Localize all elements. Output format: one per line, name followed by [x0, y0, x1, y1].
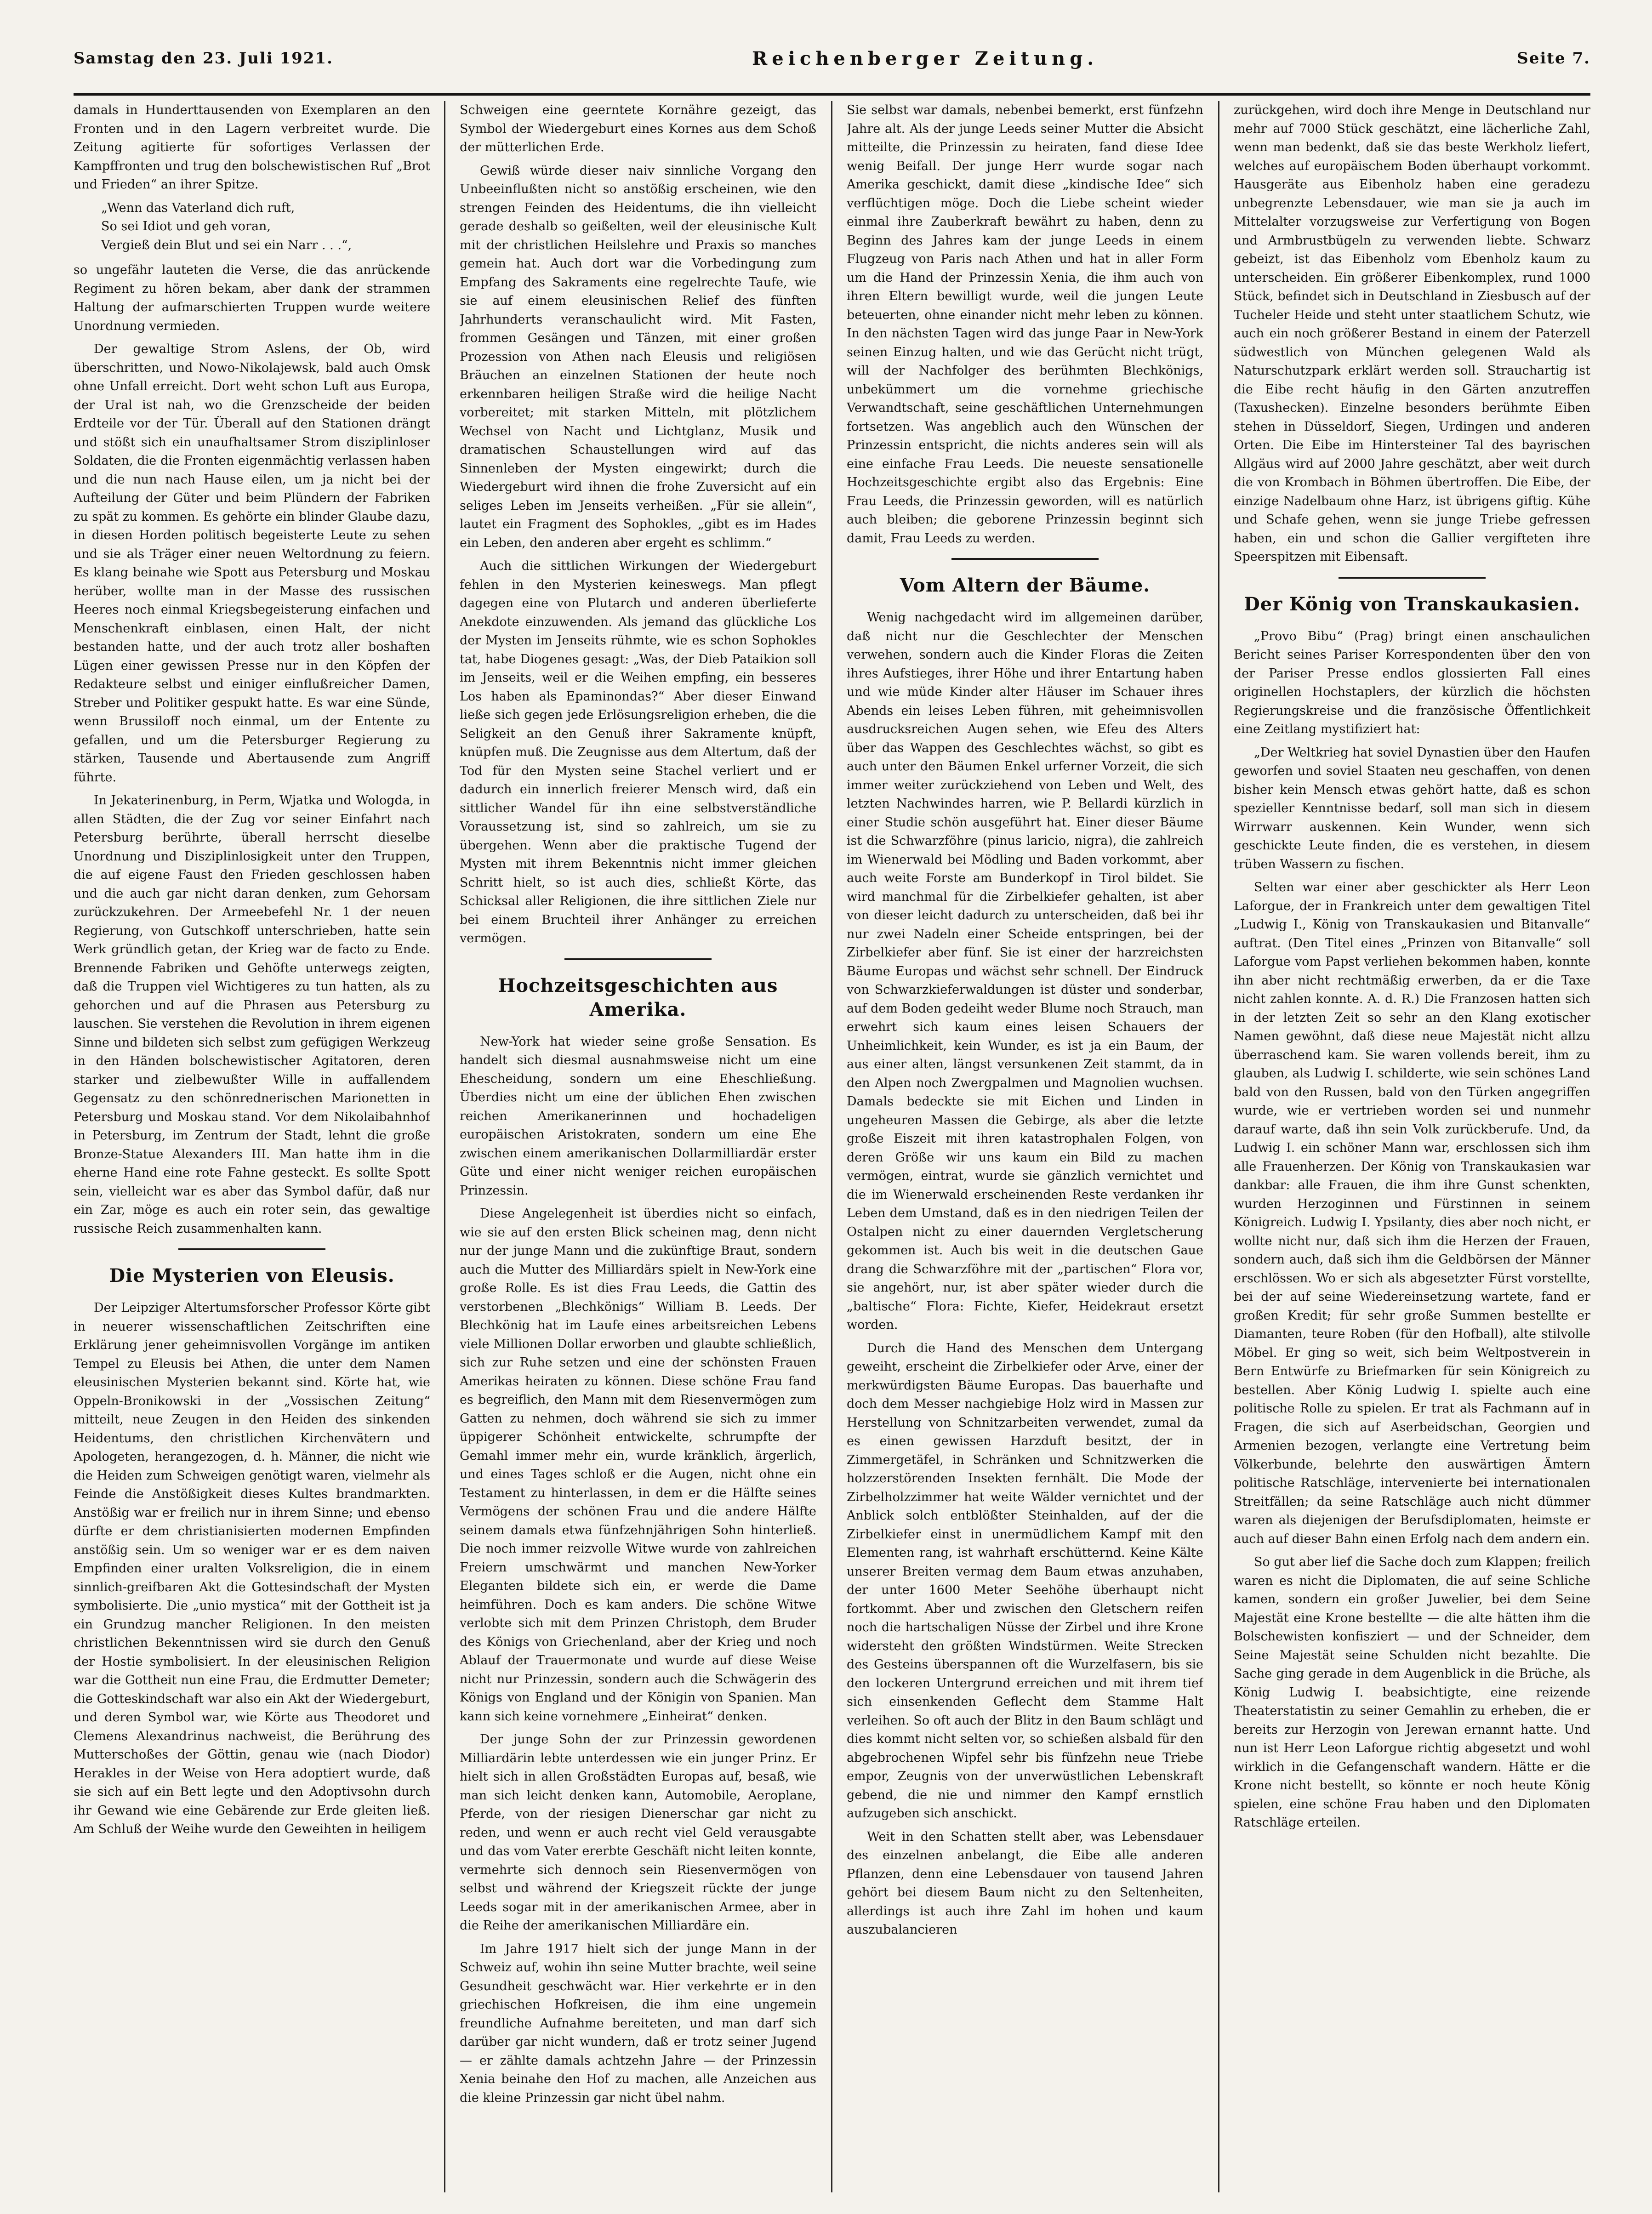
- paragraph: Selten war einer aber geschickter als Herr Leon Laforgue, der in Frankreich unter dem gewaltigen Titel „Ludwig I., König von Transkaukasien und Bitanvalle“ auftrat. (Den Titel eines „Prinzen von Bitanvalle“ soll Laforgue vom Papst verliehen bekommen haben, konnte ihn aber nicht rechtmäßig erwerben, da er die Taxe nicht zahlen konnte. A. d. R.) Die Franzosen hatten sich in der letzten Zeit so sehr an den Klang exotischer Namen gewöhnt, daß diese neue Majestät nicht allzu überraschend kam. Sie waren vollends bereit, ihm zu glauben, als Ludwig I. schilderte, wie sein schönes Land bald von den Russen, bald von den Türken angegriffen wurde, wie er vertrieben worden sei und nunmehr darauf warte, daß ihn sein Volk zurückberufe. Und, da Ludwig I. ein schöner Mann war, erschlossen sich ihm alle Frauenherzen. Der König von Transkaukasien war dankbar: alle Frauen, die ihm ihre Gunst schenkten, wurden Herzoginnen und Fürstinnen in seinem Königreich. Ludwig I. Ypsilanty, dies aber noch nicht, er wollte nicht nur, daß sich ihm die Herzen der Frauen, sondern auch, daß sich ihm die Geldbörsen der Männer erschlössen. Wo er sich als abgesetzter Fürst vorstellte, bei der auf seine Wiedereinsetzung wartete, fand er großen Kredit; für sehr große Summen bestellte er Diamanten, teure Roben (für den Hofball), alte stilvolle Möbel. Er ging so weit, sich beim Weltpostverein in Bern Entwürfe zu Briefmarken für sein Königreich zu bestellen. Aber König Ludwig I. spielte auch eine politische Rolle zu spielen. Er trat als Fachmann auf in Fragen, die sich auf Aserbeidschan, Georgien und Armenien bezogen, verlangte eine Vertretung beim Völkerbunde, belehrte den auswärtigen Ämtern politische Ratschläge, intervenierte bei internationalen Streitfällen; da seine Ratschläge auch nicht dümmer waren als diejenigen der Berufsdiplomaten, heimste er auch auf dieser Bahn einen Erfolg nach dem andern ein.: [1234, 880, 1590, 1546]
- paragraph: „Provo Bibu“ (Prag) bringt einen anschaulichen Bericht seines Pariser Korrespondenten über den von der Pariser Presse endlos glossierten Fall eines originellen Hochstaplers, der kürzlich die höchsten Regierungskreise und die französische Öffentlichkeit eine Zeitlang mystifiziert hat:: [1234, 629, 1590, 736]
- paragraph: In Jekaterinenburg, in Perm, Wjatka und Wologda, in allen Städten, die der Zug vor seiner Einfahrt nach Petersburg berührte, überall herrscht dieselbe Unordnung und Disziplinlosigkeit unter den Truppen, die auf eigene Faust den Frieden geschlossen haben und die auch gar nicht daran denken, zum Gehorsam zurückzukehren. Der Armeebefehl Nr. 1 der neuen Regierung, von Gutschkoff unterschrieben, hatte sein Werk gründlich getan, der Krieg war de facto zu Ende. Brennende Fabriken und Gehöfte unterwegs zeigten, daß die Truppen viel Wichtigeres zu tun hatten, als zu gehorchen und auf die Phrasen aus Petersburg zu lauschen. Sie verstehen die Revolution in ihrem eigenen Sinne und bildeten sich selbst zum gefügigen Werkzeug in den Händen bolschewistischer Agitatoren, deren starker und zielbewußter Wille in auffallendem Gegensatz zu den schönrednerischen Marionetten in Petersburg und Moskau stand. Vor dem Nikolaibahnhof in Petersburg, im Zentrum der Stadt, lehnt die große Bronze-Statue Alexanders III. Man hatte ihm in die eherne Hand eine rote Fahne gesteckt. Es sollte Spott sein, vielleicht war es aber das Symbol dafür, daß nur ein Zar, möge es auch ein roter sein, das gewaltige russische Reich zusammenhalten kann.: [74, 793, 430, 1236]
- paragraph: Der gewaltige Strom Aslens, der Ob, wird überschritten, und Nowo-Nikolajewsk, bald auch Omsk ohne Unfall erreicht. Dort weht schon Luft aus Europa, der Ural ist nah, wo die Grenzscheide der beiden Erdteile vor der Tür. Überall auf den Stationen drängt und stößt sich ein unaufhaltsamer Strom disziplinloser Soldaten, die die Fronten eigenmächtig verlassen haben und die nun nach Hause eilen, um ja nicht bei der Aufteilung der Güter und beim Plündern der Fabriken zu spät zu kommen. Es gehörte ein blinder Glaube dazu, in diesen Horden politisch begeisterte Leute zu sehen und sie als Träger einer neuen Weltordnung zu feiern. Es klang beinahe wie Spott aus Petersburg und Moskau herüber, wollte man in der Masse des russischen Heeres noch einmal Kriegsbegeisterung einfachen und Menschenkraft einblasen, einen Halt, der nicht bestanden hatte, und der auch trotz aller boshaften Lügen einer gewissen Presse nur in den Köpfen der Redakteure selbst und einiger einflußreicher Damen, Streber und Politiker gespukt hatte. Es war eine Sünde, wenn Brussiloff noch einmal, um der Entente zu gefallen, und um die Petersburger Regierung zu stärken, Tausende und Abertausende zum Angriff führte.: [74, 342, 430, 785]
- column-4: [1234, 101, 1590, 2192]
- verse-line: So sei Idiot und geh voran,: [101, 219, 271, 233]
- paragraph: Wenig nachgedacht wird im allgemeinen darüber, daß nicht nur die Geschlechter der Menschen verwehen, sondern auch die Kinder Floras die Zeiten ihres Aufstieges, ihrer Höhe und ihrer Entartung haben und wie müde Kinder alter Häuser im Schauer ihres Abends ein leises Leben führen, mit geheimnisvollen ausdrucksreichen Augen sehen, wie Efeu des Alters über das Wappen des Geschlechtes wächst, so gibt es auch unter den Bäumen Enkel urferner Vorzeit, die sich immer weiter zurückziehend von Leben und Welt, des letzten Nachwindes harren, wie P. Bellardi kürzlich in einer Studie schön ausgeführt hat. Einer dieser Bäume ist die Schwarzföhre (pinus laricio, nigra), die zahlreich im Wienerwald bei Mödling und Baden vorkommt, aber auch weite Forste am Bunderkopf in Tirol bildet. Sie wird manchmal für die Zirbelkiefer gehalten, ist aber von dieser leicht dadurch zu unterscheiden, daß bei ihr nur zwei Nadeln einer Scheide entspringen, bei der Zirbelkiefer aber fünf. Sie ist einer der harzreichsten Bäume Europas und wächst sehr schnell. Der Eindruck von Schwarzkieferwaldungen ist düster und sonderbar, auf dem Boden gedeiht weder Blume noch Strauch, man erwehrt sich kaum eines leisen Schauers der Unheimlichkeit, kein Wunder, es ist ja ein Baum, der aus einer alten, längst versunkenen Zeit stammt, da in den Alpen noch Zwergpalmen und Magnolien wuchsen. Damals bedeckte sie mit Eichen und Linden in ungeheuren Massen die Gebirge, als aber die letzte große Eiszeit mit ihren katastrophalen Folgen, von deren Größe wir uns kaum ein Bild zu machen vermögen, eintrat, wurde sie gänzlich vernichtet und die im Wienerwald erscheinenden Reste verdanken ihr Leben dem Umstand, daß es in den niedrigen Teilen der Ostalpen nicht zu einer dauernden Vergletscherung gekommen ist. Auch bis weit in die deutschen Gaue drang die Schwarzföhre mit der „partischen“ Flora vor, sie angehört, nur, ist aber später wieder durch die „baltische“ Flora: Fichte, Kiefer, Heidekraut ersetzt worden.: [847, 610, 1203, 1332]
- verse-line: Vergieß dein Blut und sei ein Narr . . .“,: [101, 238, 352, 252]
- article-heading-eleusis: Die Mysterien von Eleusis.: [109, 1265, 395, 1286]
- article-divider: [564, 958, 712, 960]
- paragraph: zurückgehen, wird doch ihre Menge in Deutschland nur mehr auf 7000 Stück geschätzt, eine lächerliche Zahl, wenn man bedenkt, daß sie das beste Werkholz liefert, welches auf europäischem Boden überhaupt vorkommt. Hausgeräte aus Eibenholz haben eine geradezu unbegrenzte Lebensdauer, wie man sie ja auch im Mittelalter vorzugsweise zur Verfertigung von Bogen und Armbrustbügeln zu verwenden liebte. Schwarz gebeizt, ist das Eibenholz vom Ebenholz kaum zu unterscheiden. Ein größerer Eibenkomplex, rund 1000 Stück, befindet sich in Deutschland in Ziesbusch auf der Tucheler Heide und steht unter staatlichem Schutz, wie auch ein noch größerer Bestand in einem der Paterzell südwestlich von München gelegenen Wald als Naturschutzpark erklärt werden soll. Strauchartig ist die Eibe recht häufig in den Gärten anzutreffen (Taxushecken). Einzelne besonders berühmte Eiben stehen in Düsseldorf, Siegen, Urdingen und anderen Orten. Die Eibe im Hintersteiner Tal des bayrischen Allgäus wird auf 2000 Jahre geschätzt, aber weit durch die von Krombach in Böhmen übertroffen. Die Eibe, der einzige Nadelbaum ohne Harz, ist übrigens giftig. Kühe und Schafe gehen, wenn sie junge Triebe gefressen haben, ein und schon die Gallier vergifteten ihre Speerspitzen mit Eibensaft.: [1234, 103, 1590, 564]
- paragraph: Auch die sittlichen Wirkungen der Wiedergeburt fehlen in den Mysterien keineswegs. Man pflegt dagegen eine von Plutarch und anderen überlieferte Anekdote einzuwenden. Als jemand das glückliche Los der Mysten im Jenseits rühmte, wie es schon Sophokles tat, habe Diogenes gesagt: „Was, der Dieb Pataikion soll im Jenseits, weil er die Weihen empfing, ein besseres Los haben als Epaminondas?“ Aber dieser Einwand ließe sich gegen jede Erlösungsreligion erheben, die die Seligkeit an den Genuß ihrer Sakramente knüpft, knüpfen muß. Die Zeugnisse aus dem Altertum, daß der Tod für den Mysten seine Stachel verliert und er dadurch ein innerlich freierer Mensch wird, daß ein sittlicher Wandel für ihn eine selbstverständliche Voraussetzung ist, sind so zahlreich, um sie zu übergehen. Wenn aber die praktische Tugend der Mysten mit ihrem Bekenntnis nicht immer gleichen Schritt hielt, so ist auch dies, schließt Körte, das Schicksal aller Religionen, die ihre sittlichen Ziele nur bei einem Bruchteil ihrer Anhänger zu erreichen vermögen.: [460, 559, 816, 945]
- paragraph: damals in Hunderttausenden von Exemplaren an den Fronten und in den Lagern verbreitet wurde. Die Zeitung agitierte für sofortiges Verlassen der Kampffronten und trug den bolschewistischen Ruf „Brot und Frieden“ an ihrer Spitze.: [74, 103, 430, 192]
- paragraph: Weit in den Schatten stellt aber, was Lebensdauer des einzelnen anbelangt, die Eibe alle anderen Pflanzen, denn eine Lebensdauer von tausend Jahren gehört bei diesem Baum nicht zu den Seltenheiten, allerdings ist auch ihre Zahl im hohen und kaum auszubalancieren: [847, 1829, 1203, 1937]
- paragraph: Gewiß würde dieser naiv sinnliche Vorgang den Unbeeinflußten nicht so anstößig erscheinen, wie den strengen Feinden des Heidentums, die ihn vielleicht gerade deshalb so geißelten, weil der eleusinische Kult mit der christlichen Heilslehre und Praxis so manches gemein hat. Auch dort war die Vorbedingung zum Empfang des Sakraments eine regelrechte Taufe, wie sie auf einem eleusinischen Relief des fünften Jahrhunderts veranschaulicht wird. Mit Fasten, frommen Gesängen und Tänzen, mit einer großen Prozession von Athen nach Eleusis und religiösen Bräuchen an einzelnen Stationen der heute noch erkennbaren heiligen Straße wird die heilige Nacht vorbereitet; mit starken Mitteln, mit plötzlichem Wechsel von Nacht und Lichtglanz, Musik und dramatischen Schaustellungen wird auf das Sinnenleben der Mysten eingewirkt; durch die Wiedergeburt wird ihnen die frohe Zuversicht auf ein seliges Leben im Jenseits verheißen. „Für sie allein“, lautet ein Fragment des Sophokles, „gibt es im Hades ein Leben, den anderen aber ergeht es schlimm.“: [460, 163, 816, 550]
- article-divider: [178, 1248, 325, 1250]
- paragraph: Durch die Hand des Menschen dem Untergang geweiht, erscheint die Zirbelkiefer oder Arve, einer der merkwürdigsten Bäume Europas. Das bauerhafte und doch dem Messer nachgiebige Holz wird in Massen zur Herstellung von Schnitzarbeiten verwendet, zumal da es einen gewissen Harzduft besitzt, der in Zimmergetäfel, in Schränken und Schnitzwerken die holzzerstörenden Insekten fernhält. Die Mode der Zirbelholzzimmer hat weite Wälder vernichtet und der Anblick solch entblößter Steinhalden, auf der die Zirbelkiefer einst in unermüdlichem Kampf mit den Elementen rang, ist wahrhaft erschütternd. Keine Kälte unserer Breiten vermag dem Baum etwas anzuhaben, der unter 1600 Meter Seehöhe überhaupt nicht fortkommt. Aber und zwischen den Gletschern reifen noch die hartschaligen Nüsse der Zirbel und ihre Krone widersteht den größten Windstürmen. Weite Strecken des Gesteins überspannen oft die Wurzelfasern, bis sie den lockeren Untergrund erreichen und mit ihrem tief sich einsenkenden Geflecht dem Stamme Halt verleihen. So oft auch der Blitz in den Baum schlägt und dies kommt nicht selten vor, so schießen alsbald für den abgebrochenen Wipfel sehr bis fünfzehn neue Triebe empor, Zeugnis von der unverwüstlichen Lebenskraft gebend, die nie und nimmer den Kampf ernstlich aufzugeben sich anschickt.: [847, 1341, 1203, 1821]
- article-divider: [1339, 577, 1486, 579]
- page-number: Seite 7.: [1517, 49, 1590, 68]
- columns: [74, 101, 1590, 2192]
- newspaper-page: [74, 42, 1590, 2193]
- column-rule: [1218, 101, 1219, 2192]
- masthead-rule: [74, 93, 1590, 96]
- column-rule: [444, 101, 445, 2192]
- verse: [74, 199, 430, 255]
- column-rule: [831, 101, 832, 2192]
- paragraph: Im Jahre 1917 hielt sich der junge Mann in der Schweiz auf, wohin ihn seine Mutter brachte, weil seine Gesundheit geschwächt war. Hier verkehrte er in den griechischen Hofkreisen, die ihm eine ungemein freundliche Aufnahme bereiteten, und man darf sich darüber gar nicht wundern, daß er trotz seiner Jugend — er zählte damals achtzehn Jahre — der Prinzessin Xenia beinahe den Hof zu machen, alle Anzeichen aus die kleine Prinzessin gar nicht übel nahm.: [460, 1941, 816, 2105]
- column-1: [74, 101, 430, 2192]
- column-3: [847, 101, 1203, 2192]
- paragraph: Der junge Sohn der zur Prinzessin gewordenen Milliardärin lebte unterdessen wie ein junger Prinz. Er hielt sich in allen Großstädten Europas auf, besaß, wie man sich leicht denken kann, Automobile, Aeroplane, Pferde, von der riesigen Dienerschar gar nicht zu reden, und wenn er auch recht viel Geld verausgabte und das vom Vater ererbte Geschäft nicht leiten konnte, vermehrte sich dennoch sein Riesenvermögen von selbst und während der Kriegszeit rückte der junge Leeds sogar mit in der amerikanischen Armee, aber in die Reihe der amerikanischen Milliardäre ein.: [460, 1732, 816, 1933]
- paragraph: „Der Weltkrieg hat soviel Dynastien über den Haufen geworfen und soviel Staaten neu geschaffen, von denen bisher kein Mensch etwas gehört hatte, daß es schon spezieller Kenntnisse bedarf, soll man sich in diesem Wirrwarr auskennen. Kein Wunder, wenn sich geschickte Leute finden, die es verstehen, in diesem trüben Wassern zu fischen.: [1234, 745, 1590, 871]
- column-2: [460, 101, 816, 2192]
- article-heading-baeume: Vom Altern der Bäume.: [900, 575, 1151, 596]
- paragraph: Schweigen eine geerntete Kornähre gezeigt, das Symbol der Wiedergeburt eines Kornes aus dem Schoß der mütterlichen Erde.: [460, 103, 816, 154]
- verse-line: „Wenn das Vaterland dich ruft,: [101, 200, 295, 215]
- paragraph: So gut aber lief die Sache doch zum Klappen; freilich waren es nicht die Diplomaten, die auf seine Schliche kamen, sondern ein großer Juwelier, bei dem Seine Majestät eine Krone bestellte — die alte hätten ihm die Bolschewisten konfisziert — und der Schneider, dem Seine Majestät seine Schulden nicht bezahlte. Die Sache ging gerade in dem Augenblick in die Brüche, als König Ludwig I. beabsichtigte, eine reizende Theaterstatistin zu seiner Gemahlin zu erheben, die er bereits zur Herzogin von Jerewan ernannt hatte. Und nun ist Herr Leon Laforgue richtig abgesetzt und wohl wirklich in die Gefangenschaft wandern. Hätte er die Krone nicht bestellt, so könnte er noch heute König spielen, eine schöne Frau haben und den Diplomaten Ratschläge erteilen.: [1234, 1555, 1590, 1830]
- paragraph: Diese Angelegenheit ist überdies nicht so einfach, wie sie auf den ersten Blick scheinen mag, denn nicht nur der junge Mann und die zukünftige Braut, sondern auch die Mutter des Milliardärs spielt in New-York eine große Rolle. Es ist dies Frau Leeds, die Gattin des verstorbenen „Blechkönigs“ William B. Leeds. Der Blechkönig hat im Laufe eines arbeitsreichen Lebens viele Millionen Dollar erworben und glaubte schließlich, sich zur Ruhe setzen und eine der schönsten Frauen Amerikas heiraten zu können. Diese schöne Frau fand es begreiflich, den Mann mit dem Riesenvermögen zum Gatten zu nehmen, doch während sie sich zu immer üppigerer Schönheit entwickelte, schrumpfte der Gemahl immer mehr ein, wurde kränklich, ärgerlich, und eines Tages schloß er die Augen, nicht ohne ein Testament zu hinterlassen, in dem er die Hälfte seines Vermögens der schönen Frau und die andere Hälfte seinem damals etwa fünfzehnjährigen Sohn hinterließ. Die noch immer reizvolle Witwe wurde von zahlreichen Freiern umschwärmt und manchen New-Yorker Eleganten bildete sich ein, er werde die Dame heimführen. Doch es kam anders. Die schöne Witwe verlobte sich mit dem Prinzen Christoph, dem Bruder des Königs von Griechenland, aber der Krieg und noch Ablauf der Trauermonate und wurde auf diese Weise nicht nur Prinzessin, sondern auch die Schwägerin des Königs von England und der Königin von Spanien. Man kann sich keine vornehmere „Einheirat“ denken.: [460, 1207, 816, 1724]
- article-heading-koenig: Der König von Transkaukasien.: [1244, 593, 1580, 615]
- paragraph: New-York hat wieder seine große Sensation. Es handelt sich diesmal ausnahmsweise nicht um eine Ehescheidung, sondern um eine Eheschließung. Überdies nicht um eine der üblichen Ehen zwischen reichen Amerikanerinnen und hochadeligen europäischen Aristokraten, sondern um eine Ehe zwischen einem amerikanischen Dollarmilliardär erster Güte und einer nicht weniger reichen europäischen Prinzessin.: [460, 1034, 816, 1198]
- paragraph: Der Leipziger Altertumsforscher Professor Körte gibt in neuerer wissenschaftlichen Zeitschriften eine Erklärung jener geheimnisvollen Vorgänge im antiken Tempel zu Eleusis bei Athen, die unter dem Namen eleusinischen Mysterien bekannt sind. Körte hat, wie Oppeln-Bronikowski in der „Vossischen Zeitung“ mitteilt, neue Zeugen in den Heiden des sinkenden Heidentums, den christlichen Kirchenvätern und Apologeten, herangezogen, d. h. Männer, die nicht wie die Heiden zum Schweigen genötigt waren, vielmehr als Feinde die Anstößigkeit dieses Kultes brandmarkten. Anstößig war er freilich nur in ihrem Sinne; und ebenso dürfte er dem christianisierten modernen Empfinden anstößig sein. Um so weniger war er es dem naiven Empfinden einer uralten Volksreligion, die in einem sinnlich-greifbaren Akt die Gottesindschaft der Mysten symbolisierte. Die „unio mystica“ mit der Gottheit ist ja ein Grundzug mancher Religionen. In den meisten christlichen Bekenntnissen wird sie durch den Genuß der Hostie symbolisiert. In der eleusinischen Religion war die Gottheit nun eine Frau, die Erdmutter Demeter; die Gotteskindschaft war also ein Akt der Wiedergeburt, und deren Symbol war, wie Körte aus Theodoret und Clemens Alexandrinus nachweist, die Berührung des Mutterschoßes der Göttin, genau wie (nach Diodor) Herakles in der Weise von Hera adoptiert wurde, daß sie sich auf ein Bett legte und den Adoptivsohn durch ihr Gewand wie eine Gebärende zur Erde gleiten ließ. Am Schluß der Weihe wurde den Geweihten in heiligem: [74, 1301, 430, 1836]
- article-heading-hochzeit: Hochzeitsgeschichten aus Amerika.: [498, 974, 778, 1020]
- newspaper-title: Reichenberger Zeitung.: [752, 47, 1099, 69]
- paragraph: Sie selbst war damals, nebenbei bemerkt, erst fünfzehn Jahre alt. Als der junge Leeds seiner Mutter die Absicht mitteilte, die Prinzessin zu heiraten, fand diese Idee wenig Beifall. Der junge Herr wurde sogar nach Amerika geschickt, damit diese „kindische Idee“ sich verflüchtigen möge. Doch die Liebe scheint wieder einmal ihre Zauberkraft bewährt zu haben, denn zu Beginn des Jahres kam der junge Leeds in einem Flugzeug von Paris nach Athen und hat in aller Form um die Hand der Prinzessin Xenia, die ihm auch von ihren Eltern bewilligt wurde, weil die jungen Leute beteuerten, ohne einander nicht mehr leben zu können. In den nächsten Tagen wird das junge Paar in New-York seinen Einzug halten, und wie das Gerücht nicht trügt, will der Nachfolger des berühmten Blechkönigs, unbekümmert um die vornehme griechische Verwandtschaft, seine geschäftlichen Unternehmungen fortsetzen. Was angeblich auch den Wünschen der Prinzessin entspricht, die nichts anderes sein will als eine einfache Frau Leeds. Die neueste sensationelle Hochzeitsgeschichte ergibt also das Ergebnis: Eine Frau Leeds, die Prinzessin geworden, will es natürlich auch bleiben; die geborene Prinzessin beginnt sich damit, Frau Leeds zu werden.: [847, 103, 1203, 546]
- paragraph: so ungefähr lauteten die Verse, die das anrückende Regiment zu hören bekam, aber dank der strammen Haltung der aufmarschierten Truppen wurde weitere Unordnung vermieden.: [74, 263, 430, 333]
- issue-date: Samstag den 23. Juli 1921.: [74, 49, 333, 68]
- article-divider: [951, 558, 1099, 560]
- masthead: [74, 42, 1590, 74]
